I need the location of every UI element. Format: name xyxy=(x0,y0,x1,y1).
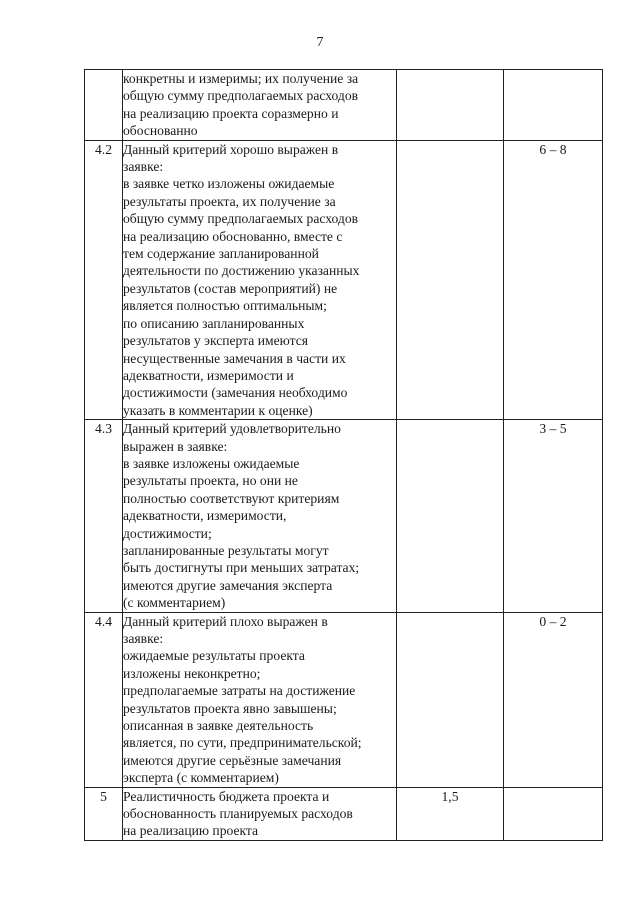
description-line: указать в комментарии к оценке) xyxy=(123,402,313,418)
description-line: на реализацию обоснованно, вместе с xyxy=(123,228,343,244)
description-line: является полностью оптимальным; xyxy=(123,298,327,314)
description-line: Данный критерий хорошо выражен в xyxy=(123,141,339,157)
criterion-description xyxy=(123,787,397,840)
description-line: на реализацию проекта xyxy=(123,823,259,839)
description-line: адекватности, измеримости, xyxy=(123,508,287,524)
description-line: описанная в заявке деятельность xyxy=(123,718,314,734)
criterion-description xyxy=(123,420,397,612)
criterion-description xyxy=(123,612,397,787)
description-line: быть достигнуты при меньших затратах; xyxy=(123,560,360,576)
criteria-row xyxy=(85,787,603,840)
description-line: Данный критерий плохо выражен в xyxy=(123,613,328,629)
criterion-description xyxy=(123,70,397,141)
criteria-table xyxy=(84,69,603,841)
description-line: деятельности по достижению указанных xyxy=(123,263,360,279)
criterion-number: 4.3 xyxy=(85,420,123,612)
criteria-row xyxy=(85,140,603,420)
description-line: имеются другие замечания эксперта xyxy=(123,577,333,593)
criteria-table-body xyxy=(85,70,603,841)
criterion-number: 4.2 xyxy=(85,140,123,420)
description-line: полностью соответствуют критериям xyxy=(123,490,340,506)
description-line: Реалистичность бюджета проекта и xyxy=(123,788,330,804)
criterion-weight xyxy=(397,140,504,420)
criterion-weight xyxy=(397,612,504,787)
criterion-number: 4.4 xyxy=(85,612,123,787)
description-line: является, по сути, предпринимательской; xyxy=(123,735,362,751)
description-line: на реализацию проекта соразмерно и xyxy=(123,105,339,121)
description-line: запланированные результаты могут xyxy=(123,542,329,558)
criterion-weight: 1,5 xyxy=(397,787,504,840)
page-number: 7 xyxy=(316,35,324,50)
description-line: обоснованно xyxy=(123,123,198,139)
description-line: конкретны и измеримы; их получение за xyxy=(123,71,359,86)
description-line: заявке: xyxy=(123,159,164,175)
description-line: (с комментарием) xyxy=(123,595,226,611)
description-line: несущественные замечания в части их xyxy=(123,350,346,366)
criterion-score-range xyxy=(504,787,603,840)
description-line: общую сумму предполагаемых расходов xyxy=(123,88,359,104)
description-line: результатов (состав мероприятий) не xyxy=(123,280,338,296)
description-line: заявке: xyxy=(123,631,164,646)
criterion-score-range: 3 – 5 xyxy=(504,420,603,612)
description-line: результаты проекта, но они не xyxy=(123,473,298,489)
criterion-score-range: 6 – 8 xyxy=(504,140,603,420)
description-line: в заявке изложены ожидаемые xyxy=(123,455,300,471)
description-line: тем содержание запланированной xyxy=(123,246,319,262)
description-line: в заявке четко изложены ожидаемые xyxy=(123,176,335,192)
description-line: ожидаемые результаты проекта xyxy=(123,648,305,664)
criteria-row xyxy=(85,612,603,787)
description-line: эксперта (с комментарием) xyxy=(123,770,279,786)
criterion-number: 5 xyxy=(85,787,123,840)
description-line: достижимости (замечания необходимо xyxy=(123,385,348,401)
description-line: Данный критерий удовлетворительно xyxy=(123,421,341,437)
description-line: обоснованность планируемых расходов xyxy=(123,806,353,822)
description-line: адекватности, измеримости и xyxy=(123,367,294,383)
description-line: результатов у эксперта имеются xyxy=(123,333,308,349)
description-line: имеются другие серьёзные замечания xyxy=(123,752,342,768)
criterion-weight xyxy=(397,420,504,612)
criterion-weight xyxy=(397,70,504,141)
description-line: результатов проекта явно завышены; xyxy=(123,700,337,716)
criteria-row xyxy=(85,70,603,141)
criterion-number xyxy=(85,70,123,141)
description-line: общую сумму предполагаемых расходов xyxy=(123,211,359,227)
criterion-score-range xyxy=(504,70,603,141)
criterion-score-range: 0 – 2 xyxy=(504,612,603,787)
criterion-description xyxy=(123,140,397,420)
description-line: выражен в заявке: xyxy=(123,438,228,454)
description-line: предполагаемые затраты на достижение xyxy=(123,683,356,699)
criteria-row xyxy=(85,420,603,612)
description-line: достижимости; xyxy=(123,525,212,541)
description-line: изложены неконкретно; xyxy=(123,665,261,681)
description-line: по описанию запланированных xyxy=(123,315,305,331)
description-line: результаты проекта, их получение за xyxy=(123,193,336,209)
